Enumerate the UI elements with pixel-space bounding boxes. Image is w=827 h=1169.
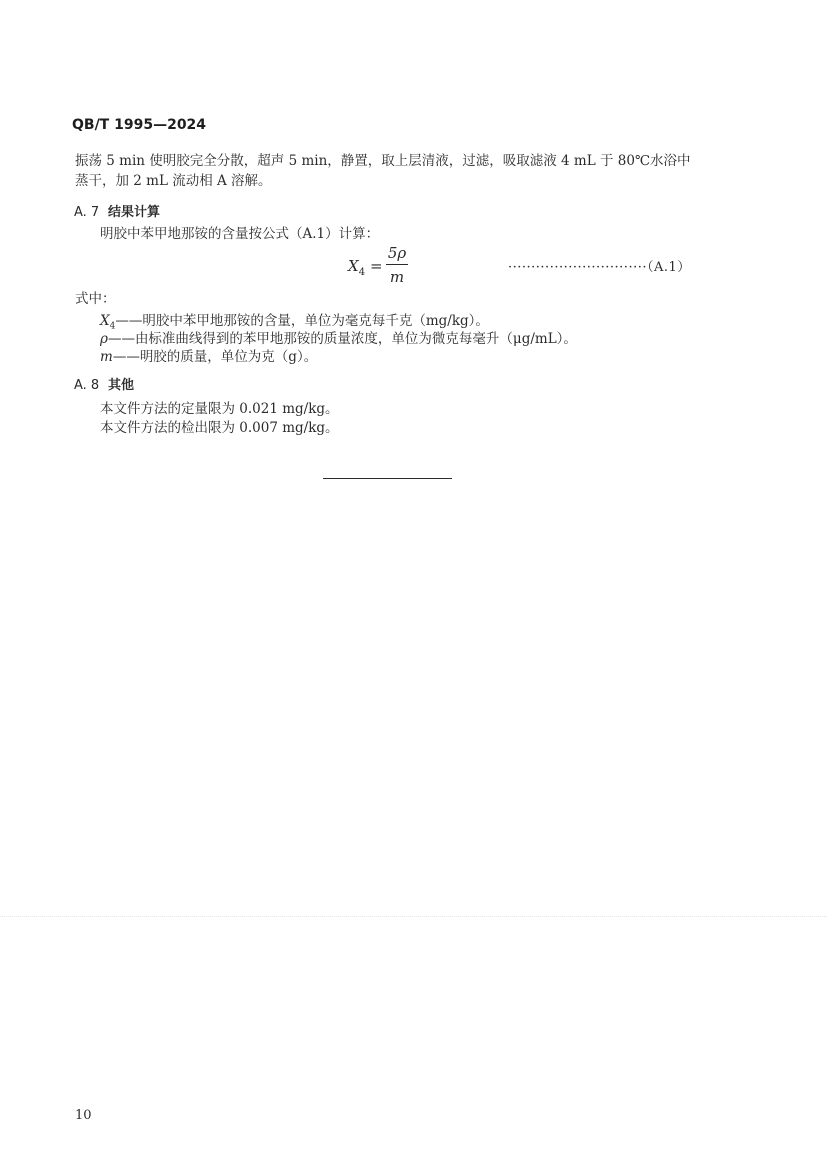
page-number: 10 [75,1108,92,1123]
variable-symbol: m [100,349,113,365]
section-a8-title: 其他 [108,378,135,393]
formula-equals: = [370,257,383,275]
variable-definition [100,345,317,365]
section-a7-intro: 明胶中苯甲地那铵的含量按公式（A.1）计算： [100,226,380,242]
document-code: QB/T 1995—2024 [72,117,207,133]
section-a7-number: A. 7 [74,205,100,220]
variable-definition [100,327,577,347]
section-a8-line-1: 本文件方法的定量限为 0.021 mg/kg。 [100,401,339,417]
continuation-line-2: 蒸干，加 2 mL 流动相 A 溶解。 [75,173,272,189]
section-a8-heading [74,374,134,393]
section-a8-number: A. 8 [74,378,100,393]
variable-description: ——明胶的质量，单位为克（g）。 [112,349,318,365]
formula-number: （A.1） [646,260,691,275]
formula-lhs: $X_4$ [348,257,366,278]
fraction-bar [386,264,408,265]
end-of-document-rule [323,478,452,479]
scan-artifact-line [0,916,827,917]
formula-fraction [386,244,408,286]
formula-reference [508,256,691,275]
section-a7-title: 结果计算 [108,205,161,220]
section-a7-heading [74,201,160,220]
formula-denominator: m [389,268,405,286]
section-a8-line-2: 本文件方法的检出限为 0.007 mg/kg。 [100,420,339,436]
formula-leader-dots: ······························ [508,260,647,275]
variable-symbol: $X_4$ [100,313,116,332]
where-label: 式中： [75,291,116,307]
variable-description: ——明胶中苯甲地那铵的含量，单位为毫克每千克（mg/kg）。 [115,313,489,329]
continuation-line-1: 振荡 5 min 使明胶完全分散，超声 5 min，静置，取上层清液，过滤，吸取滤液 4 mL 于 80℃水浴中 [75,153,691,169]
variable-symbol: ρ [100,331,108,347]
variable-description: ——由标准曲线得到的苯甲地那铵的质量浓度，单位为微克每毫升（μg/mL）。 [107,331,577,347]
formula-numerator: 5ρ [387,244,407,262]
